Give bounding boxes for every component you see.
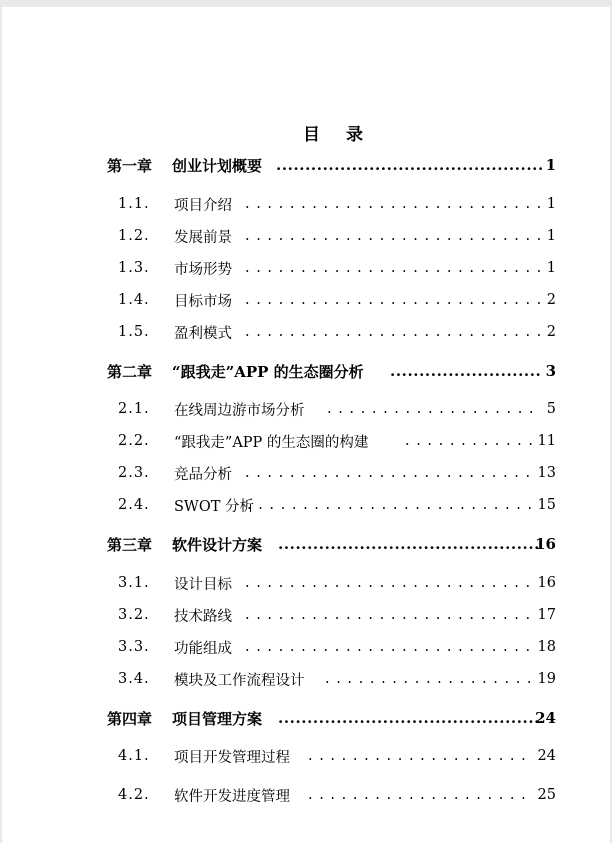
toc-section-entry[interactable] (2, 667, 610, 691)
dot-leader (276, 156, 542, 174)
toc-entry-page-number: 1 (545, 156, 556, 174)
toc-entry-number: 4.2. (118, 787, 150, 803)
toc-section-entry[interactable] (2, 224, 610, 248)
dot-leader (247, 497, 532, 513)
toc-entry-page-number: 1 (546, 196, 556, 212)
toc-entry-number: 3.1. (118, 575, 150, 591)
toc-entry-label: 项目介绍 (174, 197, 232, 214)
toc-title: 目 录 (303, 125, 373, 145)
toc-entry-page-number: 24 (537, 748, 556, 764)
toc-entry-number: 1.1. (118, 196, 150, 212)
toc-entry-label: 在线周边游市场分析 (174, 402, 305, 419)
toc-entry-number: 1.2. (118, 228, 150, 244)
dot-leader (278, 535, 542, 553)
toc-entry-page-number: 17 (537, 607, 556, 623)
toc-section-entry[interactable] (2, 192, 610, 216)
dot-leader (245, 260, 540, 276)
toc-entry-label: 市场形势 (174, 261, 232, 278)
toc-section-entry[interactable] (2, 461, 610, 485)
toc-entry-number: 2.3. (118, 465, 150, 481)
toc-section-entry[interactable] (2, 493, 610, 517)
toc-entry-page-number: 2 (546, 324, 556, 340)
dot-leader (327, 401, 540, 417)
toc-entry-label: 设计目标 (174, 576, 232, 593)
toc-entry-label: 项目开发管理过程 (174, 749, 290, 766)
toc-entry-page-number: 5 (546, 401, 556, 417)
document-page (2, 7, 610, 843)
toc-entry-number: 1.5. (118, 324, 150, 340)
toc-entry-page-number: 16 (535, 535, 556, 553)
toc-entry-number: 第四章 (107, 709, 153, 728)
toc-entry-label: “跟我走”APP 的生态圈的构建 (174, 434, 369, 451)
toc-entry-label: 发展前景 (174, 229, 232, 246)
dot-leader (245, 465, 532, 481)
toc-entry-page-number: 16 (537, 575, 556, 591)
dot-leader (405, 433, 532, 449)
toc-entry-page-number: 19 (537, 671, 556, 687)
dot-leader (308, 748, 532, 764)
dot-leader (245, 639, 532, 655)
toc-entry-label: 技术路线 (174, 608, 232, 625)
toc-section-entry[interactable] (2, 783, 610, 807)
toc-chapter-entry[interactable] (2, 706, 610, 730)
toc-entry-page-number: 3 (545, 362, 556, 380)
toc-entry-label: “跟我走”APP 的生态圈分析 (172, 362, 364, 381)
toc-entry-number: 1.4. (118, 292, 150, 308)
toc-entry-label: 软件设计方案 (172, 535, 263, 554)
toc-entry-page-number: 18 (537, 639, 556, 655)
toc-section-entry[interactable] (2, 571, 610, 595)
toc-chapter-entry[interactable] (2, 359, 610, 383)
toc-entry-number: 3.2. (118, 607, 150, 623)
toc-chapter-entry[interactable] (2, 532, 610, 556)
toc-entry-number: 2.1. (118, 401, 150, 417)
toc-section-entry[interactable] (2, 288, 610, 312)
toc-entry-number: 2.4. (118, 497, 150, 513)
toc-entry-label: 模块及工作流程设计 (174, 672, 305, 689)
dot-leader (245, 292, 540, 308)
toc-entry-page-number: 2 (546, 292, 556, 308)
toc-entry-label: 功能组成 (174, 640, 232, 657)
toc-entry-label: 目标市场 (174, 293, 232, 310)
toc-chapter-entry[interactable] (2, 153, 610, 177)
toc-entry-page-number: 11 (537, 433, 556, 449)
toc-entry-label: SWOT 分析 (174, 498, 255, 515)
dot-leader (325, 671, 532, 687)
toc-entry-number: 第三章 (107, 535, 153, 554)
dot-leader (278, 709, 542, 727)
dot-leader (245, 324, 540, 340)
dot-leader (308, 787, 532, 803)
toc-entry-page-number: 25 (537, 787, 556, 803)
toc-entry-page-number: 13 (537, 465, 556, 481)
toc-entry-label: 项目管理方案 (172, 709, 263, 728)
toc-section-entry[interactable] (2, 603, 610, 627)
toc-entry-page-number: 24 (535, 709, 556, 727)
toc-section-entry[interactable] (2, 635, 610, 659)
toc-section-entry[interactable] (2, 744, 610, 768)
toc-entry-label: 盈利模式 (174, 325, 232, 342)
toc-entry-number: 4.1. (118, 748, 150, 764)
toc-entry-number: 3.3. (118, 639, 150, 655)
toc-entry-page-number: 1 (546, 228, 556, 244)
toc-section-entry[interactable] (2, 320, 610, 344)
toc-section-entry[interactable] (2, 397, 610, 421)
toc-entry-label: 软件开发进度管理 (174, 788, 290, 805)
toc-entry-label: 竞品分析 (174, 466, 232, 483)
dot-leader (390, 362, 542, 380)
toc-entry-number: 2.2. (118, 433, 150, 449)
dot-leader (245, 196, 540, 212)
toc-section-entry[interactable] (2, 256, 610, 280)
toc-entry-number: 1.3. (118, 260, 150, 276)
dot-leader (245, 575, 532, 591)
toc-section-entry[interactable] (2, 429, 610, 453)
toc-entry-label: 创业计划概要 (172, 156, 263, 175)
toc-entry-number: 第一章 (107, 156, 153, 175)
toc-entry-number: 3.4. (118, 671, 150, 687)
dot-leader (245, 228, 540, 244)
toc-entry-page-number: 15 (537, 497, 556, 513)
toc-entry-number: 第二章 (107, 362, 153, 381)
dot-leader (245, 607, 532, 623)
toc-entry-page-number: 1 (546, 260, 556, 276)
